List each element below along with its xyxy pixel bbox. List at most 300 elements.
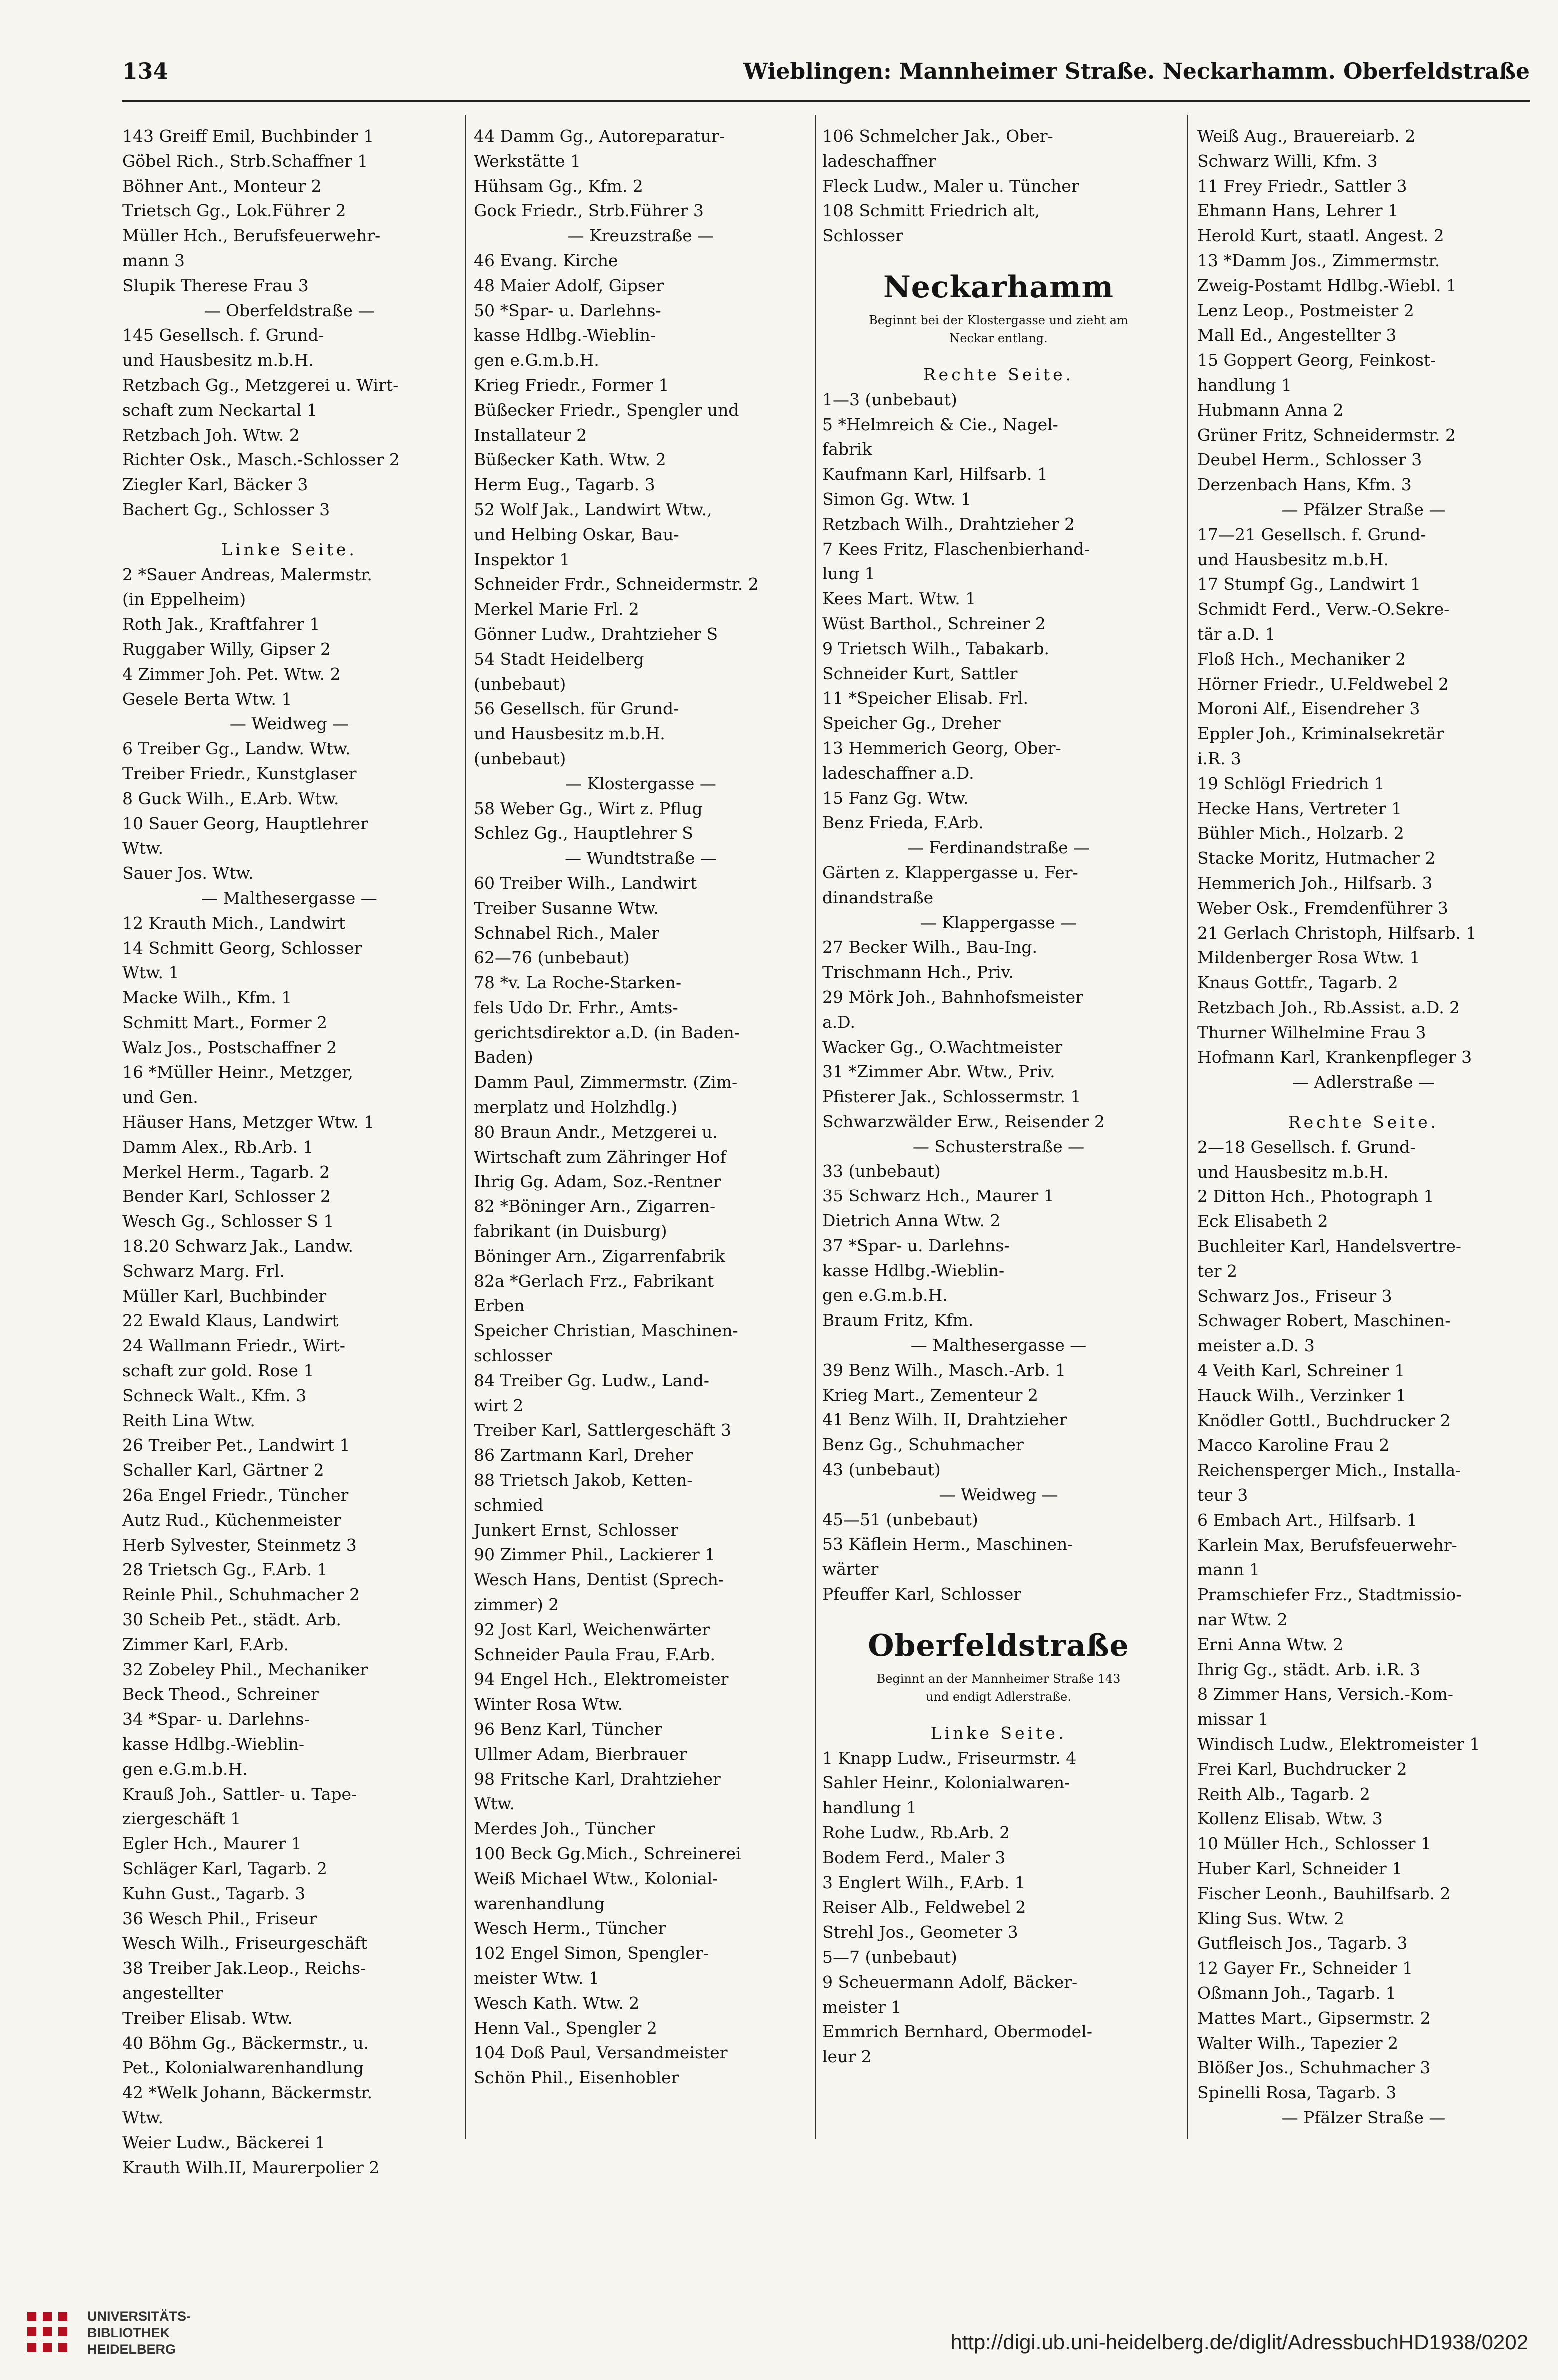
directory-entry: Schnabel Rich., Maler — [474, 923, 659, 943]
directory-entry: Windisch Ludw., Elektromeister 1 — [1197, 1734, 1480, 1754]
directory-entry: 104 Doß Paul, Versandmeister — [474, 2043, 728, 2063]
directory-entry: 32 Zobeley Phil., Mechaniker — [122, 1659, 368, 1679]
directory-entry: kasse Hdlbg.-Wieblin- — [822, 1260, 1005, 1280]
side-heading: Rechte Seite. — [923, 364, 1074, 384]
directory-entry: 36 Wesch Phil., Friseur — [122, 1908, 317, 1928]
directory-entry: 5—7 (unbebaut) — [822, 1947, 957, 1967]
directory-entry: Lenz Leop., Postmeister 2 — [1197, 300, 1414, 320]
directory-entry: 102 Engel Simon, Spengler- — [474, 1943, 709, 1963]
directory-entry: Macco Karoline Frau 2 — [1197, 1435, 1390, 1455]
university-library-logo-icon — [20, 2304, 75, 2359]
directory-entry: Reith Lina Wtw. — [122, 1410, 255, 1430]
spacer — [822, 248, 1175, 263]
directory-entry: Hühsam Gg., Kfm. 2 — [474, 176, 643, 196]
directory-entry: 29 Mörk Joh., Bahnhofsmeister — [822, 987, 1083, 1007]
directory-entry: Strehl Jos., Geometer 3 — [822, 1922, 1018, 1942]
directory-entry: 13 *Damm Jos., Zimmermstr. — [1197, 250, 1440, 270]
directory-entry: 46 Evang. Kirche — [474, 250, 618, 270]
directory-entry: Knödler Gottl., Buchdrucker 2 — [1197, 1410, 1451, 1430]
directory-entry: 62—76 (unbebaut) — [474, 948, 630, 968]
directory-entry: Blößer Jos., Schuhmacher 3 — [1197, 2058, 1431, 2078]
footer — [0, 2294, 1558, 2380]
directory-entry: Mattes Mart., Gipsermstr. 2 — [1197, 2008, 1431, 2028]
directory-entry: Bühler Mich., Holzarb. 2 — [1197, 823, 1404, 843]
directory-entry: Spinelli Rosa, Tagarb. 3 — [1197, 2083, 1397, 2103]
directory-entry: 4 Zimmer Joh. Pet. Wtw. 2 — [122, 664, 341, 684]
directory-entry: schlosser — [474, 1346, 552, 1366]
directory-entry: Treiber Karl, Sattlergeschäft 3 — [474, 1420, 732, 1440]
directory-entry: fels Udo Dr. Frhr., Amts- — [474, 997, 678, 1017]
directory-entry: 38 Treiber Jak.Leop., Reichs- — [122, 1958, 366, 1978]
directory-entry: 60 Treiber Wilh., Landwirt — [474, 873, 697, 893]
directory-entry: Pfeuffer Karl, Schlosser — [822, 1584, 1022, 1604]
directory-entry: Krieg Mart., Zementeur 2 — [822, 1385, 1038, 1405]
street-heading: — Weidweg — — [229, 714, 349, 734]
directory-entry: Schwarz Jos., Friseur 3 — [1197, 1286, 1392, 1306]
directory-entry: Gönner Ludw., Drahtzieher S — [474, 624, 718, 644]
directory-entry: Retzbach Gg., Metzgerei u. Wirt- — [122, 375, 399, 395]
directory-entry: Hubmann Anna 2 — [1197, 400, 1344, 420]
header-rule — [122, 100, 1530, 102]
directory-entry: 2 Ditton Hch., Photograph 1 — [1197, 1187, 1434, 1206]
page-header — [122, 55, 1530, 95]
library-name-line: UNIVERSITÄTS- — [87, 2309, 191, 2324]
directory-entry: 96 Benz Karl, Tüncher — [474, 1719, 662, 1739]
directory-entry: Buchleiter Karl, Handelsvertre- — [1197, 1236, 1462, 1256]
directory-entry: Hofmann Karl, Krankenpfleger 3 — [1197, 1047, 1472, 1067]
directory-entry: 54 Stadt Heidelberg — [474, 649, 644, 669]
side-heading: Linke Seite. — [221, 539, 357, 559]
directory-entry: Wacker Gg., O.Wachtmeister — [822, 1037, 1063, 1057]
directory-entry: gen e.G.m.b.H. — [822, 1285, 948, 1305]
street-heading: — Adlerstraße — — [1292, 1072, 1435, 1092]
directory-entry: Wesch Wilh., Friseurgeschäft — [122, 1933, 368, 1953]
directory-entry: Stacke Moritz, Hutmacher 2 — [1197, 848, 1436, 868]
directory-entry: Wirtschaft zum Zähringer Hof — [474, 1147, 726, 1167]
directory-entry: Wtw. — [474, 1794, 515, 1814]
directory-entry: Huber Karl, Schneider 1 — [1197, 1858, 1403, 1878]
directory-entry: Erben — [474, 1296, 525, 1316]
street-heading: — Kreuzstraße — — [567, 226, 714, 246]
directory-entry: nar Wtw. 2 — [1197, 1610, 1288, 1630]
directory-entry: Bachert Gg., Schlosser 3 — [122, 499, 330, 519]
directory-entry: 16 *Müller Heinr., Metzger, — [122, 1062, 353, 1082]
directory-entry: 18.20 Schwarz Jak., Landw. — [122, 1236, 354, 1256]
directory-entry: 35 Schwarz Hch., Maurer 1 — [822, 1186, 1054, 1206]
directory-entry: Zimmer Karl, F.Arb. — [122, 1634, 289, 1654]
directory-entry: warenhandlung — [474, 1893, 605, 1913]
directory-entry: Deubel Herm., Schlosser 3 — [1197, 450, 1422, 470]
directory-entry: Eppler Joh., Kriminalsekretär — [1197, 724, 1444, 744]
directory-entry: (unbebaut) — [474, 674, 566, 694]
directory-entry: Beck Theod., Schreiner — [122, 1684, 319, 1704]
directory-entry: 2 *Sauer Andreas, Malermstr. — [122, 564, 372, 584]
directory-entry: 78 *v. La Roche-Starken- — [474, 973, 682, 993]
directory-entry: Fleck Ludw., Maler u. Tüncher — [822, 176, 1079, 196]
directory-entry: Herm Eug., Tagarb. 3 — [474, 475, 655, 495]
page-number: 134 — [122, 59, 168, 84]
directory-entry: Sauer Jos. Wtw. — [122, 863, 254, 883]
section-note: Beginnt bei der Klostergasse und zieht am — [869, 313, 1128, 327]
directory-entry: 30 Scheib Pet., städt. Arb. — [122, 1610, 341, 1630]
directory-entry: ladeschaffner a.D. — [822, 763, 974, 783]
directory-entry: 40 Böhm Gg., Bäckermstr., u. — [122, 2033, 369, 2053]
directory-entry: 41 Benz Wilh. II, Drahtzieher — [822, 1410, 1067, 1430]
directory-entry: 11 *Speicher Elisab. Frl. — [822, 688, 1028, 708]
directory-entry: 27 Becker Wilh., Bau-Ing. — [822, 937, 1037, 957]
spacer — [822, 1607, 1175, 1622]
directory-entry: handlung 1 — [1197, 375, 1292, 395]
directory-entry: Frei Karl, Buchdrucker 2 — [1197, 1759, 1407, 1779]
directory-entry: Treiber Susanne Wtw. — [474, 898, 659, 918]
directory-entry: Dietrich Anna Wtw. 2 — [822, 1211, 1001, 1231]
directory-entry: Speicher Christian, Maschinen- — [474, 1321, 738, 1341]
directory-entry: Walter Wilh., Tapezier 2 — [1197, 2033, 1399, 2053]
section-note: Beginnt an der Mannheimer Straße 143 — [876, 1671, 1121, 1686]
directory-entry: Thurner Wilhelmine Frau 3 — [1197, 1022, 1426, 1042]
directory-entry: Benz Gg., Schuhmacher — [822, 1435, 1024, 1455]
directory-entry: 82a *Gerlach Frz., Fabrikant — [474, 1271, 714, 1291]
directory-entry: Karlein Max, Berufsfeuerwehr- — [1197, 1535, 1457, 1555]
directory-entry: Wtw. — [122, 838, 164, 858]
directory-entry: 28 Trietsch Gg., F.Arb. 1 — [122, 1560, 328, 1580]
directory-entry: 5 *Helmreich & Cie., Nagel- — [822, 414, 1058, 434]
directory-entry: 7 Kees Fritz, Flaschenbierhand- — [822, 539, 1090, 559]
directory-entry: teur 3 — [1197, 1485, 1248, 1505]
directory-entry: ter 2 — [1197, 1261, 1238, 1281]
directory-entry: 1 Knapp Ludw., Friseurmstr. 4 — [822, 1748, 1077, 1768]
directory-entry: 8 Zimmer Hans, Versich.-Kom- — [1197, 1684, 1454, 1704]
directory-entry: Grüner Fritz, Schneidermstr. 2 — [1197, 425, 1456, 445]
directory-entry: Kuhn Gust., Tagarb. 3 — [122, 1883, 306, 1903]
directory-entry: Schön Phil., Eisenhobler — [474, 2068, 679, 2088]
directory-entry: Gesele Berta Wtw. 1 — [122, 689, 292, 709]
directory-entry: 1—3 (unbebaut) — [822, 389, 957, 409]
directory-entry: Macke Wilh., Kfm. 1 — [122, 988, 292, 1008]
section-note: Neckar entlang. — [949, 331, 1048, 345]
library-name-line: BIBLIOTHEK — [87, 2325, 170, 2340]
directory-entry: 22 Ewald Klaus, Landwirt — [122, 1311, 339, 1331]
column-divider — [465, 115, 466, 2139]
directory-entry: Reichensperger Mich., Installa- — [1197, 1460, 1461, 1480]
directory-entry: Weber Osk., Fremdenführer 3 — [1197, 898, 1448, 918]
directory-entry: und Hausbesitz m.b.H. — [1197, 549, 1389, 569]
directory-entry: Herold Kurt, staatl. Angest. 2 — [1197, 226, 1444, 246]
directory-entry: Kaufmann Karl, Hilfsarb. 1 — [822, 464, 1048, 484]
street-heading: — Pfälzer Straße — — [1281, 499, 1446, 519]
directory-entry: Installateur 2 — [474, 425, 587, 445]
directory-entry: Schlez Gg., Hauptlehrer S — [474, 823, 693, 843]
directory-entry: Oßmann Joh., Tagarb. 1 — [1197, 1983, 1396, 2003]
street-heading: — Klappergasse — — [920, 912, 1077, 932]
directory-entry: dinandstraße — [822, 887, 934, 907]
directory-entry: Weier Ludw., Bäckerei 1 — [122, 2132, 326, 2152]
directory-entry: gerichtsdirektor a.D. (in Baden- — [474, 1022, 740, 1042]
directory-entry: Werkstätte 1 — [474, 151, 581, 171]
directory-entry: Pramschiefer Frz., Stadtmissio- — [1197, 1585, 1462, 1605]
directory-entry: lung 1 — [822, 564, 875, 584]
directory-entry: Schaller Karl, Gärtner 2 — [122, 1460, 324, 1480]
directory-entry: Göbel Rich., Strb.Schaffner 1 — [122, 151, 368, 171]
directory-entry: Egler Hch., Maurer 1 — [122, 1834, 302, 1854]
directory-entry: ziergeschäft 1 — [122, 1809, 241, 1829]
directory-entry: tär a.D. 1 — [1197, 624, 1276, 644]
side-heading: Linke Seite. — [930, 1723, 1067, 1743]
directory-entry: schmied — [474, 1495, 544, 1515]
directory-entry: Schneider Frdr., Schneidermstr. 2 — [474, 574, 759, 594]
directory-entry: 88 Trietsch Jakob, Ketten- — [474, 1470, 693, 1490]
street-heading: — Schusterstraße — — [912, 1136, 1085, 1156]
directory-entry: Ehmann Hans, Lehrer 1 — [1197, 201, 1399, 221]
directory-entry: mann 3 — [122, 250, 185, 270]
directory-entry: ladeschaffner — [822, 151, 936, 171]
directory-entry: Schmitt Mart., Former 2 — [122, 1012, 327, 1032]
directory-entry: 15 Fanz Gg. Wtw. — [822, 788, 969, 808]
directory-entry: Kees Mart. Wtw. 1 — [822, 589, 976, 609]
directory-entry: Trietsch Gg., Lok.Führer 2 — [122, 201, 346, 221]
directory-entry: Büßecker Kath. Wtw. 2 — [474, 450, 666, 470]
directory-entry: 12 Krauth Mich., Landwirt — [122, 913, 346, 933]
directory-entry: Gutfleisch Jos., Tagarb. 3 — [1197, 1933, 1408, 1953]
directory-entry: 50 *Spar- u. Darlehns- — [474, 300, 661, 320]
directory-entry: gen e.G.m.b.H. — [122, 1759, 248, 1779]
directory-entry: 17—21 Gesellsch. f. Grund- — [1197, 524, 1426, 544]
directory-entry: i.R. 3 — [1197, 748, 1241, 768]
directory-entry: 92 Jost Karl, Weichenwärter — [474, 1619, 710, 1639]
directory-entry: Sahler Heinr., Kolonialwaren- — [822, 1773, 1070, 1793]
directory-entry: Merkel Herm., Tagarb. 2 — [122, 1162, 330, 1182]
directory-entry: Walz Jos., Postschaffner 2 — [122, 1037, 337, 1057]
directory-entry: kasse Hdlbg.-Wieblin- — [122, 1734, 305, 1754]
directory-entry: Wtw. — [122, 2107, 164, 2127]
directory-entry: Wesch Herm., Tüncher — [474, 1918, 666, 1938]
directory-entry: Simon Gg. Wtw. 1 — [822, 489, 972, 509]
directory-entry: 82 *Böninger Arn., Zigarren- — [474, 1196, 716, 1216]
directory-entry: 84 Treiber Gg. Ludw., Land- — [474, 1370, 709, 1390]
directory-entry: Damm Paul, Zimmermstr. (Zim- — [474, 1072, 738, 1092]
directory-entry: Hecke Hans, Vertreter 1 — [1197, 798, 1402, 818]
directory-entry: Speicher Gg., Dreher — [822, 713, 1001, 733]
directory-entry: Weiß Aug., Brauereiarb. 2 — [1197, 126, 1416, 146]
spacer — [822, 1706, 1175, 1721]
directory-entry: Gock Friedr., Strb.Führer 3 — [474, 201, 704, 221]
directory-entry: Gärten z. Klappergasse u. Fer- — [822, 862, 1078, 882]
directory-entry: Autz Rud., Küchenmeister — [122, 1510, 341, 1530]
directory-entry: Ihrig Gg., städt. Arb. i.R. 3 — [1197, 1659, 1420, 1679]
directory-entry: 80 Braun Andr., Metzgerei u. — [474, 1122, 718, 1142]
directory-entry: Ruggaber Willy, Gipser 2 — [122, 639, 331, 659]
directory-entry: Merdes Joh., Tüncher — [474, 1819, 655, 1839]
directory-entry: meister 1 — [822, 1997, 902, 2017]
directory-entry: Damm Alex., Rb.Arb. 1 — [122, 1137, 314, 1157]
section-note: und endigt Adlerstraße. — [926, 1689, 1071, 1704]
section-title: Neckarhamm — [883, 269, 1114, 305]
directory-entry: Reinle Phil., Schuhmacher 2 — [122, 1585, 360, 1605]
column-4 — [1197, 124, 1530, 2133]
directory-entry: schaft zum Neckartal 1 — [122, 400, 318, 420]
directory-entry: 24 Wallmann Friedr., Wirt- — [122, 1336, 345, 1356]
directory-entry: Ziegler Karl, Bäcker 3 — [122, 475, 308, 495]
directory-entry: 26 Treiber Pet., Landwirt 1 — [122, 1435, 350, 1455]
directory-entry: Slupik Therese Frau 3 — [122, 275, 309, 295]
directory-entry: 8 Guck Wilh., E.Arb. Wtw. — [122, 788, 339, 808]
directory-entry: Inspektor 1 — [474, 549, 570, 569]
directory-entry: Mall Ed., Angestellter 3 — [1197, 325, 1397, 345]
directory-entry: und Hausbesitz m.b.H. — [1197, 1162, 1389, 1182]
directory-entry: 10 Sauer Georg, Hauptlehrer — [122, 813, 368, 833]
directory-entry: 90 Zimmer Phil., Lackierer 1 — [474, 1545, 716, 1565]
directory-entry: Retzbach Joh. Wtw. 2 — [122, 425, 300, 445]
directory-entry: Schwager Robert, Maschinen- — [1197, 1311, 1451, 1331]
directory-entry: Pet., Kolonialwarenhandlung — [122, 2058, 364, 2078]
directory-entry: Böninger Arn., Zigarrenfabrik — [474, 1246, 725, 1266]
spacer — [122, 522, 456, 537]
directory-entry: Braum Fritz, Kfm. — [822, 1310, 974, 1330]
directory-entry: a.D. — [822, 1012, 855, 1032]
directory-entry: 14 Schmitt Georg, Schlosser — [122, 938, 362, 958]
directory-entry: Retzbach Joh., Rb.Assist. a.D. 2 — [1197, 997, 1460, 1017]
directory-entry: 12 Gayer Fr., Schneider 1 — [1197, 1958, 1413, 1978]
side-heading: Rechte Seite. — [1288, 1112, 1439, 1132]
directory-entry: 106 Schmelcher Jak., Ober- — [822, 126, 1053, 146]
directory-entry: 52 Wolf Jak., Landwirt Wtw., — [474, 499, 712, 519]
library-name-line: HEIDELBERG — [87, 2342, 176, 2357]
street-heading: — Wundtstraße — — [565, 848, 717, 868]
directory-entry: Zweig-Postamt Hdlbg.-Wiebl. 1 — [1197, 275, 1457, 295]
directory-entry: 98 Fritsche Karl, Drahtzieher — [474, 1769, 721, 1789]
directory-entry: Kling Sus. Wtw. 2 — [1197, 1908, 1344, 1928]
directory-entry: meister Wtw. 1 — [474, 1968, 599, 1988]
directory-entry: Krauß Joh., Sattler- u. Tape- — [122, 1784, 357, 1804]
directory-entry: 33 (unbebaut) — [822, 1161, 941, 1181]
directory-entry: 53 Käflein Herm., Maschinen- — [822, 1534, 1073, 1554]
directory-entry: 42 *Welk Johann, Bäckermstr. — [122, 2083, 373, 2103]
directory-entry: Krauth Wilh.II, Maurerpolier 2 — [122, 2157, 380, 2177]
directory-entry: 26a Engel Friedr., Tüncher — [122, 1485, 349, 1505]
directory-entry: Pfisterer Jak., Schlossermstr. 1 — [822, 1087, 1081, 1107]
directory-entry: kasse Hdlbg.-Wieblin- — [474, 325, 656, 345]
directory-entry: mann 1 — [1197, 1560, 1260, 1580]
directory-entry: Häuser Hans, Metzger Wtw. 1 — [122, 1112, 375, 1132]
directory-entry: Mildenberger Rosa Wtw. 1 — [1197, 948, 1420, 968]
directory-entry: Krieg Friedr., Former 1 — [474, 375, 669, 395]
library-name — [87, 2308, 191, 2358]
directory-entry: 4 Veith Karl, Schreiner 1 — [1197, 1361, 1405, 1381]
directory-entry: fabrik — [822, 439, 872, 459]
directory-entry: gen e.G.m.b.H. — [474, 350, 599, 370]
directory-entry: 17 Stumpf Gg., Landwirt 1 — [1197, 574, 1421, 594]
source-url[interactable]: http://digi.ub.uni-heidelberg.de/diglit/AdressbuchHD1938/0202 — [950, 2330, 1528, 2354]
directory-entry: Wesch Gg., Schlosser S 1 — [122, 1211, 334, 1231]
directory-entry: 2—18 Gesellsch. f. Grund- — [1197, 1137, 1416, 1157]
directory-entry: Knaus Gottfr., Tagarb. 2 — [1197, 973, 1398, 993]
directory-entry: Wesch Hans, Dentist (Sprech- — [474, 1570, 724, 1590]
street-heading: — Ferdinandstraße — — [907, 838, 1090, 858]
directory-entry: Ihrig Gg. Adam, Soz.-Rentner — [474, 1172, 721, 1191]
directory-entry: 37 *Spar- u. Darlehns- — [822, 1235, 1010, 1255]
running-title: Wieblingen: Mannheimer Straße. Neckarhamm. Oberfeldstraße — [743, 59, 1530, 84]
directory-entry: Schwarzwälder Erw., Reisender 2 — [822, 1111, 1105, 1131]
directory-entry: Weiß Michael Wtw., Kolonial- — [474, 1868, 718, 1888]
directory-entry: Schneider Kurt, Sattler — [822, 663, 1018, 683]
directory-entry: Moroni Alf., Eisendreher 3 — [1197, 699, 1420, 719]
directory-entry: Hörner Friedr., U.Feldwebel 2 — [1197, 674, 1449, 694]
directory-entry: Schwarz Willi, Kfm. 3 — [1197, 151, 1378, 171]
directory-entry: Schneck Walt., Kfm. 3 — [122, 1385, 307, 1405]
directory-entry: Schwarz Marg. Frl. — [122, 1261, 285, 1281]
directory-entry: 48 Maier Adolf, Gipser — [474, 275, 664, 295]
directory-entry: Junkert Ernst, Schlosser — [474, 1520, 679, 1540]
directory-entry: fabrikant (in Duisburg) — [474, 1221, 667, 1241]
directory-entry: Kollenz Elisab. Wtw. 3 — [1197, 1809, 1383, 1829]
directory-entry: Ullmer Adam, Bierbrauer — [474, 1744, 687, 1764]
directory-entry: 145 Gesellsch. f. Grund- — [122, 325, 324, 345]
directory-entry: Fischer Leonh., Bauhilfsarb. 2 — [1197, 1883, 1451, 1903]
directory-entry: und Helbing Oskar, Bau- — [474, 524, 679, 544]
directory-entry: 44 Damm Gg., Autoreparatur- — [474, 126, 725, 146]
directory-entry: Bender Karl, Schlosser 2 — [122, 1187, 331, 1206]
directory-entry: Baden) — [474, 1047, 533, 1067]
directory-entry: 56 Gesellsch. für Grund- — [474, 699, 679, 719]
directory-entry: Herb Sylvester, Steinmetz 3 — [122, 1535, 357, 1555]
directory-entry: 31 *Zimmer Abr. Wtw., Priv. — [822, 1062, 1055, 1082]
directory-entry: Trischmann Hch., Priv. — [822, 962, 1014, 982]
street-heading: — Oberfeldstraße — — [204, 300, 375, 320]
directory-entry: Retzbach Wilh., Drahtzieher 2 — [822, 514, 1075, 534]
directory-entry: Schläger Karl, Tagarb. 2 — [122, 1858, 327, 1878]
directory-entry: Eck Elisabeth 2 — [1197, 1211, 1328, 1231]
directory-entry: Schneider Paula Frau, F.Arb. — [474, 1644, 716, 1664]
directory-entry: Rohe Ludw., Rb.Arb. 2 — [822, 1823, 1010, 1843]
directory-entry: 94 Engel Hch., Elektromeister — [474, 1669, 729, 1689]
directory-entry: meister a.D. 3 — [1197, 1336, 1315, 1356]
directory-entry: 9 Trietsch Wilh., Tabakarb. — [822, 638, 1049, 658]
directory-entry: handlung 1 — [822, 1798, 917, 1818]
directory-entry: Richter Osk., Masch.-Schlosser 2 — [122, 450, 400, 470]
directory-entry: 86 Zartmann Karl, Dreher — [474, 1445, 693, 1465]
directory-entry: Benz Frieda, F.Arb. — [822, 813, 984, 833]
directory-entry: Hauck Wilh., Verzinker 1 — [1197, 1385, 1406, 1405]
directory-entry: angestellter — [122, 1983, 223, 2003]
directory-entry: (unbebaut) — [474, 748, 566, 768]
directory-entry: und Hausbesitz m.b.H. — [122, 350, 314, 370]
directory-entry: missar 1 — [1197, 1709, 1269, 1729]
directory-entry: Treiber Elisab. Wtw. — [122, 2008, 293, 2028]
column-divider — [815, 115, 816, 2139]
directory-entry: 6 Embach Art., Hilfsarb. 1 — [1197, 1510, 1417, 1530]
directory-entry: 15 Goppert Georg, Feinkost- — [1197, 350, 1436, 370]
street-heading: — Klostergasse — — [565, 773, 716, 793]
directory-entry: Henn Val., Spengler 2 — [474, 2018, 657, 2038]
directory-entry: 108 Schmitt Friedrich alt, — [822, 201, 1040, 221]
column-divider — [1187, 115, 1188, 2139]
directory-entry: Müller Hch., Berufsfeuerwehr- — [122, 226, 381, 246]
directory-entry: Emmrich Bernhard, Obermodel- — [822, 2022, 1092, 2042]
directory-entry: 3 Englert Wilh., F.Arb. 1 — [822, 1872, 1025, 1892]
directory-entry: 143 Greiff Emil, Buchbinder 1 — [122, 126, 374, 146]
directory-entry: Schlosser — [822, 226, 903, 246]
column-2 — [474, 124, 808, 2133]
directory-entry: 19 Schlögl Friedrich 1 — [1197, 773, 1385, 793]
directory-entry: zimmer) 2 — [474, 1595, 559, 1615]
directory-entry: Wesch Kath. Wtw. 2 — [474, 1993, 640, 2013]
street-heading: — Weidweg — — [939, 1484, 1058, 1504]
directory-entry: merplatz und Holzhdlg.) — [474, 1097, 678, 1117]
directory-entry: Reith Alb., Tagarb. 2 — [1197, 1784, 1370, 1804]
directory-entry: schaft zur gold. Rose 1 — [122, 1361, 314, 1381]
directory-entry: Erni Anna Wtw. 2 — [1197, 1634, 1344, 1654]
directory-entry: Böhner Ant., Monteur 2 — [122, 176, 322, 196]
